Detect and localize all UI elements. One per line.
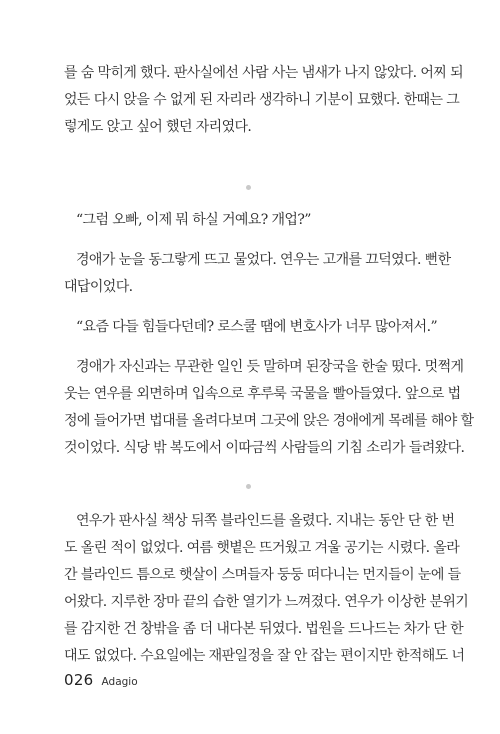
dialogue-line: “요즘 다들 힘들다던데? 로스쿨 땜에 변호사가 너무 많아져서.”: [76, 319, 437, 335]
text-line: 간 블라인드 틈으로 햇살이 스며들자 둥둥 떠다니는 먼지들이 눈에 들: [64, 567, 461, 583]
text-line: 도 올린 적이 없었다. 여름 햇볕은 뜨거웠고 겨울 공기는 시렸다. 올라: [64, 540, 460, 556]
page-number: 026: [64, 671, 94, 689]
dialogue-line: “그럼 오빠, 이제 뭐 하실 거예요? 개업?”: [76, 212, 311, 228]
text-line: 었든 다시 앉을 수 없게 된 자리라 생각하니 기분이 묘했다. 한때는 그: [64, 92, 460, 108]
running-title: Adagio: [101, 676, 138, 688]
text-line: 렇게도 앉고 싶어 했던 자리였다.: [64, 119, 252, 135]
text-line: 어왔다. 지루한 장마 끝의 습한 열기가 느껴졌다. 연우가 이상한 분위기: [64, 594, 469, 610]
text-line: 것이었다. 식당 밖 복도에서 이따금씩 사람들의 기침 소리가 들려왔다.: [64, 440, 465, 456]
text-line: 대답이었다.: [64, 279, 133, 295]
text-line: 경애가 눈을 동그랗게 뜨고 물었다. 연우는 고개를 끄덕였다. 뻔한: [76, 252, 451, 268]
text-line: 경애가 자신과는 무관한 일인 듯 말하며 된장국을 한술 떴다. 멋쩍게: [76, 359, 464, 375]
section-divider: [246, 484, 251, 489]
text-line: 웃는 연우를 외면하며 입속으로 후루룩 국물을 빨아들였다. 앞으로 법: [64, 386, 461, 402]
page-footer: [64, 671, 138, 691]
text-line: 를 숨 막히게 했다. 판사실에선 사람 사는 냄새가 나지 않았다. 어찌 되: [64, 65, 463, 81]
text-line: 연우가 판사실 책상 뒤쪽 블라인드를 올렸다. 지내는 동안 단 한 번: [76, 513, 455, 529]
text-line: 대도 없었다. 수요일에는 재판일정을 잘 안 잡는 편이지만 한적해도 너: [64, 648, 465, 664]
section-divider: [246, 185, 251, 190]
text-line: 정에 들어가면 법대를 올려다보며 그곳에 앉은 경애에게 목례를 해야 할: [64, 413, 474, 429]
text-line: 를 감지한 건 창밖을 좀 더 내다본 뒤였다. 법원을 드나드는 차가 단 한: [64, 621, 463, 637]
